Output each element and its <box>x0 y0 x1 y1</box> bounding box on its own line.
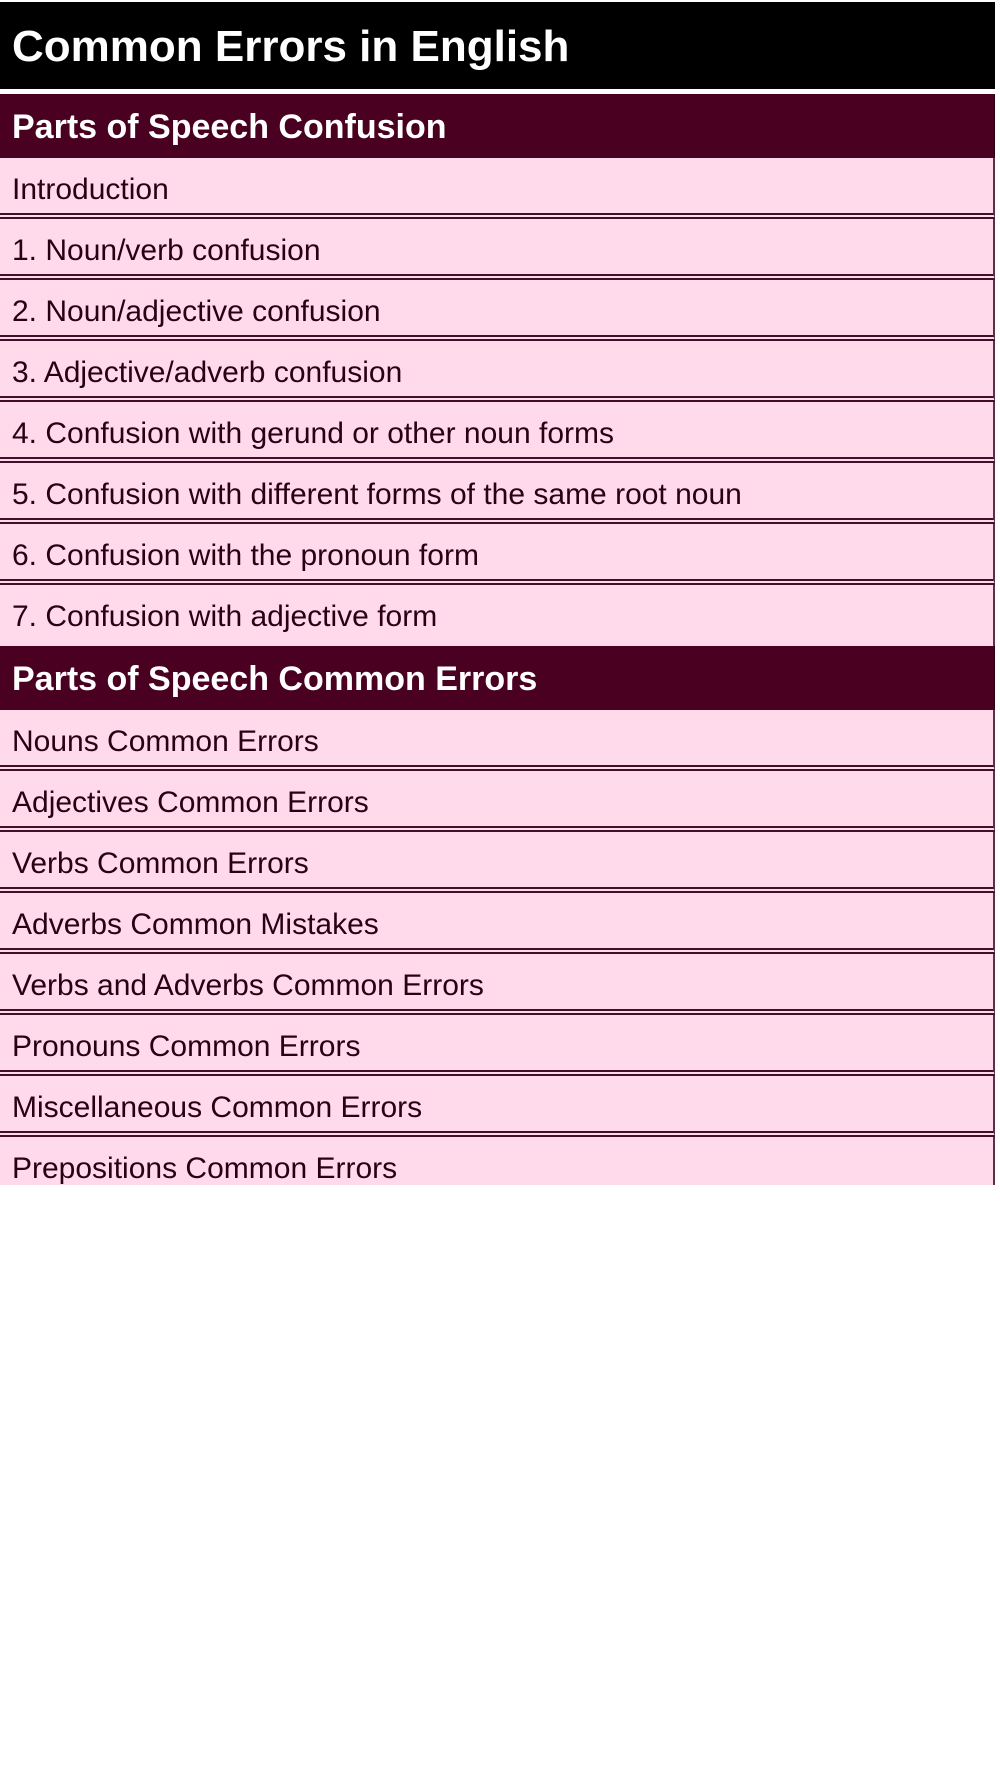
menu-item-prepositions-common-errors[interactable]: Prepositions Common Errors <box>0 1137 995 1185</box>
menu-item-noun-adjective-confusion[interactable]: 2. Noun/adjective confusion <box>0 280 995 341</box>
menu-item-noun-verb-confusion[interactable]: 1. Noun/verb confusion <box>0 219 995 280</box>
menu-item-introduction[interactable]: Introduction <box>0 158 995 219</box>
menu-item-adjectives-common-errors[interactable]: Adjectives Common Errors <box>0 771 995 832</box>
menu-item-verbs-common-errors[interactable]: Verbs Common Errors <box>0 832 995 893</box>
menu-item-pronouns-common-errors[interactable]: Pronouns Common Errors <box>0 1015 995 1076</box>
menu-item-miscellaneous-common-errors[interactable]: Miscellaneous Common Errors <box>0 1076 995 1137</box>
section-header-parts-of-speech-confusion: Parts of Speech Confusion <box>0 94 995 158</box>
menu-item-adjective-adverb-confusion[interactable]: 3. Adjective/adverb confusion <box>0 341 995 402</box>
menu-item-nouns-common-errors[interactable]: Nouns Common Errors <box>0 710 995 771</box>
menu-item-gerund-noun-forms[interactable]: 4. Confusion with gerund or other noun forms <box>0 402 995 463</box>
menu-item-adjective-form[interactable]: 7. Confusion with adjective form <box>0 585 995 646</box>
section-header-parts-of-speech-common-errors: Parts of Speech Common Errors <box>0 646 995 710</box>
menu-item-adverbs-common-mistakes[interactable]: Adverbs Common Mistakes <box>0 893 995 954</box>
menu-item-pronoun-form[interactable]: 6. Confusion with the pronoun form <box>0 524 995 585</box>
app-title: Common Errors in English <box>0 2 995 92</box>
menu-item-same-root-noun[interactable]: 5. Confusion with different forms of the same root noun <box>0 463 995 524</box>
menu-item-verbs-and-adverbs-common-errors[interactable]: Verbs and Adverbs Common Errors <box>0 954 995 1015</box>
